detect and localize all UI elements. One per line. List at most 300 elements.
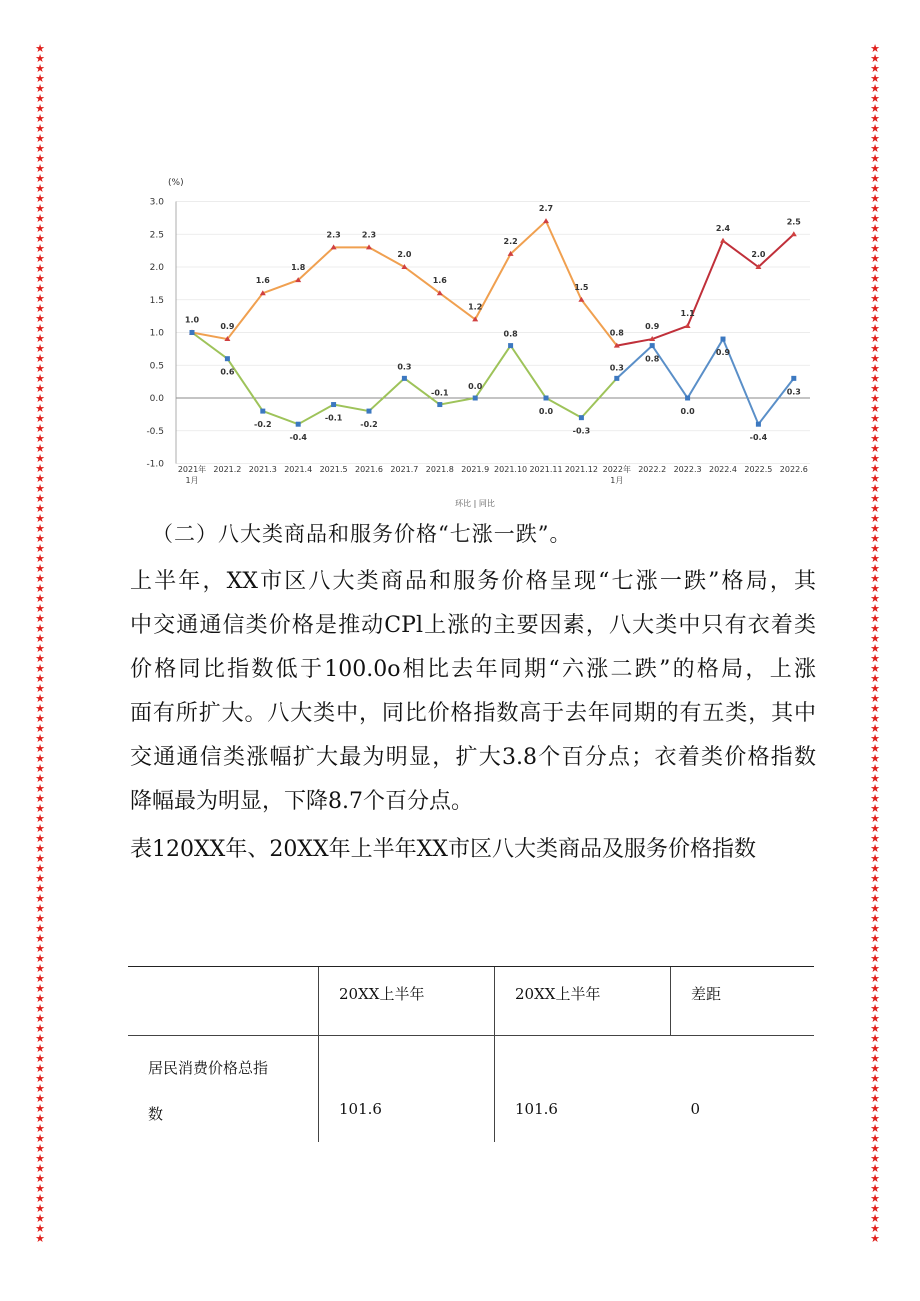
- border-star-icon: ★: [870, 1172, 880, 1185]
- border-star-icon: ★: [870, 1222, 880, 1235]
- x-tick-label: 2021.4: [284, 465, 313, 474]
- border-star-icon: ★: [870, 1232, 880, 1245]
- y-tick-label: -0.5: [146, 426, 164, 437]
- border-star-icon: ★: [35, 52, 45, 65]
- yoy-data-label: 2.4: [715, 223, 731, 233]
- x-tick-label: 1月: [610, 476, 624, 485]
- border-star-icon: ★: [870, 1102, 880, 1115]
- mom-point: [190, 330, 195, 335]
- yoy-data-label: 2.0: [751, 250, 766, 259]
- border-star-icon: ★: [35, 872, 45, 885]
- border-star-icon: ★: [870, 372, 880, 385]
- y-tick-label: 0.5: [149, 361, 164, 372]
- border-star-icon: ★: [35, 62, 45, 75]
- table-header-row: [128, 967, 814, 1036]
- yoy-data-label: 1.6: [255, 276, 270, 286]
- border-star-icon: ★: [870, 562, 880, 575]
- border-star-icon: ★: [870, 982, 880, 995]
- border-star-icon: ★: [870, 732, 880, 745]
- yoy-data-label: 0.9: [645, 322, 660, 332]
- border-star-icon: ★: [35, 682, 45, 695]
- border-star-icon: ★: [870, 692, 880, 705]
- border-star-icon: ★: [870, 192, 880, 205]
- border-star-icon: ★: [35, 502, 45, 515]
- border-star-icon: ★: [870, 142, 880, 155]
- mom-data-label: 0.6: [220, 367, 235, 377]
- border-star-icon: ★: [870, 672, 880, 685]
- yoy-point: [685, 323, 691, 328]
- border-star-icon: ★: [35, 922, 45, 935]
- left-star-border: [33, 44, 47, 1256]
- y-tick-label: 1.0: [149, 328, 164, 339]
- border-star-icon: ★: [870, 792, 880, 805]
- border-star-icon: ★: [35, 332, 45, 345]
- border-star-icon: ★: [35, 182, 45, 195]
- yoy-data-label: 1.2: [468, 302, 483, 312]
- border-star-icon: ★: [35, 1102, 45, 1115]
- row-value-diff: [671, 1036, 815, 1143]
- border-star-icon: ★: [870, 492, 880, 505]
- border-star-icon: ★: [870, 612, 880, 625]
- border-star-icon: ★: [35, 802, 45, 815]
- border-star-icon: ★: [870, 542, 880, 555]
- yoy-data-label: 2.7: [538, 204, 554, 214]
- border-star-icon: ★: [35, 782, 45, 795]
- border-star-icon: ★: [870, 402, 880, 415]
- border-star-icon: ★: [870, 742, 880, 755]
- border-star-icon: ★: [35, 622, 45, 635]
- border-star-icon: ★: [35, 1082, 45, 1095]
- border-star-icon: ★: [35, 302, 45, 315]
- border-star-icon: ★: [35, 1092, 45, 1105]
- x-tick-label: 2022.4: [709, 465, 737, 474]
- border-star-icon: ★: [870, 472, 880, 485]
- border-star-icon: ★: [35, 982, 45, 995]
- border-star-icon: ★: [35, 372, 45, 385]
- x-tick-label: 2022.5: [744, 465, 773, 474]
- border-star-icon: ★: [35, 952, 45, 965]
- border-star-icon: ★: [35, 862, 45, 875]
- mom-point: [614, 376, 619, 381]
- border-star-icon: ★: [35, 522, 45, 535]
- border-star-icon: ★: [870, 1192, 880, 1205]
- border-star-icon: ★: [870, 462, 880, 475]
- border-star-icon: ★: [35, 722, 45, 735]
- border-star-icon: ★: [870, 972, 880, 985]
- border-star-icon: ★: [35, 172, 45, 185]
- border-star-icon: ★: [870, 322, 880, 335]
- border-star-icon: ★: [870, 102, 880, 115]
- border-star-icon: ★: [870, 762, 880, 775]
- border-star-icon: ★: [870, 872, 880, 885]
- mom-data-label: -0.2: [360, 420, 378, 430]
- border-star-icon: ★: [35, 1122, 45, 1135]
- border-star-icon: ★: [35, 102, 45, 115]
- mom-data-label: 0.0: [680, 407, 695, 416]
- border-star-icon: ★: [870, 72, 880, 85]
- header-cell-diff: 差距: [671, 967, 815, 1036]
- border-star-icon: ★: [35, 652, 45, 665]
- border-star-icon: ★: [870, 302, 880, 315]
- y-tick-label: 3.0: [149, 197, 164, 208]
- border-star-icon: ★: [870, 812, 880, 825]
- border-star-icon: ★: [870, 952, 880, 965]
- mom-point: [331, 402, 336, 407]
- border-star-icon: ★: [870, 592, 880, 605]
- border-star-icon: ★: [870, 902, 880, 915]
- y-tick-label: 0.0: [149, 394, 164, 404]
- mom-point: [791, 376, 796, 381]
- border-star-icon: ★: [35, 972, 45, 985]
- border-star-icon: ★: [870, 452, 880, 465]
- border-star-icon: ★: [35, 1182, 45, 1195]
- border-star-icon: ★: [35, 1212, 45, 1225]
- x-tick-label: 2021.3: [248, 465, 277, 474]
- mom-data-label: -0.3: [572, 426, 591, 436]
- border-star-icon: ★: [35, 1052, 45, 1065]
- mom-point: [367, 409, 372, 414]
- row-value-curr: [495, 1036, 671, 1143]
- yoy-data-label: 2.0: [397, 250, 412, 259]
- border-star-icon: ★: [35, 1032, 45, 1045]
- border-star-icon: ★: [35, 1112, 45, 1125]
- border-star-icon: ★: [870, 702, 880, 715]
- border-star-icon: ★: [35, 1012, 45, 1025]
- mom-data-label: 0.8: [645, 354, 660, 364]
- border-star-icon: ★: [35, 342, 45, 355]
- x-tick-label: 1月: [185, 476, 199, 485]
- border-star-icon: ★: [35, 142, 45, 155]
- paragraph-line: 面有所扩大。八大类中，同比价格指数高于去年同期的有五类，其中: [130, 701, 816, 726]
- border-star-icon: ★: [870, 422, 880, 435]
- yoy-data-label: 0.9: [220, 322, 235, 332]
- border-star-icon: ★: [870, 392, 880, 405]
- border-star-icon: ★: [35, 542, 45, 555]
- y-tick-label: 2.5: [149, 230, 164, 241]
- border-star-icon: ★: [870, 332, 880, 345]
- border-star-icon: ★: [35, 402, 45, 415]
- border-star-icon: ★: [870, 1132, 880, 1145]
- border-star-icon: ★: [35, 702, 45, 715]
- border-star-icon: ★: [35, 362, 45, 375]
- border-star-icon: ★: [870, 752, 880, 765]
- border-star-icon: ★: [35, 672, 45, 685]
- border-star-icon: ★: [870, 242, 880, 255]
- border-star-icon: ★: [35, 202, 45, 215]
- yoy-data-label: 2.3: [361, 230, 377, 240]
- border-star-icon: ★: [870, 712, 880, 725]
- border-star-icon: ★: [35, 312, 45, 325]
- border-star-icon: ★: [35, 422, 45, 435]
- border-star-icon: ★: [35, 232, 45, 245]
- border-star-icon: ★: [870, 432, 880, 445]
- border-star-icon: ★: [35, 792, 45, 805]
- border-star-icon: ★: [35, 242, 45, 255]
- cell-value: 101.6: [339, 1100, 382, 1118]
- mom-point: [544, 396, 549, 401]
- border-star-icon: ★: [35, 932, 45, 945]
- border-star-icon: ★: [35, 492, 45, 505]
- border-star-icon: ★: [35, 592, 45, 605]
- border-star-icon: ★: [35, 92, 45, 105]
- border-star-icon: ★: [870, 942, 880, 955]
- paragraph-line: 价格同比指数低于100.0o相比去年同期“六涨二跌”的格局，上涨: [130, 657, 816, 682]
- header-cell-curr: 20XX上半年: [495, 967, 671, 1036]
- border-star-icon: ★: [870, 962, 880, 975]
- border-star-icon: ★: [870, 362, 880, 375]
- y-axis-unit-label: (%): [168, 178, 184, 188]
- mom-point: [721, 337, 726, 342]
- border-star-icon: ★: [870, 992, 880, 1005]
- border-star-icon: ★: [35, 852, 45, 865]
- border-star-icon: ★: [35, 412, 45, 425]
- mom-data-label: -0.1: [324, 413, 343, 423]
- border-star-icon: ★: [870, 662, 880, 675]
- y-tick-label: -1.0: [146, 459, 164, 470]
- mom-data-label: -0.1: [431, 388, 449, 398]
- border-star-icon: ★: [35, 462, 45, 475]
- yoy-data-label: 1.1: [680, 308, 695, 318]
- border-star-icon: ★: [870, 92, 880, 105]
- border-star-icon: ★: [870, 312, 880, 325]
- border-star-icon: ★: [870, 1012, 880, 1025]
- border-star-icon: ★: [870, 412, 880, 425]
- border-star-icon: ★: [35, 252, 45, 265]
- border-star-icon: ★: [35, 44, 45, 55]
- border-star-icon: ★: [35, 712, 45, 725]
- paragraph-line: 交通通信类涨幅扩大最为明显，扩大3.8个百分点；衣着类价格指数: [130, 745, 816, 770]
- paragraph-line: 中交通通信类价格是推动CPl上涨的主要因素，八大类中只有衣着类: [130, 613, 816, 638]
- border-star-icon: ★: [870, 132, 880, 145]
- border-star-icon: ★: [35, 742, 45, 755]
- border-star-icon: ★: [35, 662, 45, 675]
- border-star-icon: ★: [35, 162, 45, 175]
- mom-data-label: 0.0: [468, 382, 483, 391]
- chart-legend: 环比 | 同比: [455, 499, 495, 508]
- border-star-icon: ★: [870, 172, 880, 185]
- border-star-icon: ★: [35, 1152, 45, 1165]
- border-star-icon: ★: [870, 44, 880, 55]
- border-star-icon: ★: [870, 212, 880, 225]
- border-star-icon: ★: [870, 1162, 880, 1175]
- border-star-icon: ★: [35, 82, 45, 95]
- cpi-line-chart: [130, 172, 810, 512]
- border-star-icon: ★: [870, 342, 880, 355]
- border-star-icon: ★: [35, 282, 45, 295]
- border-star-icon: ★: [870, 1142, 880, 1155]
- mom-point: [685, 396, 690, 401]
- border-star-icon: ★: [870, 602, 880, 615]
- border-star-icon: ★: [870, 832, 880, 845]
- row-value-prev: [319, 1036, 495, 1143]
- border-star-icon: ★: [870, 922, 880, 935]
- border-star-icon: ★: [35, 212, 45, 225]
- border-star-icon: ★: [35, 1162, 45, 1175]
- row-label-line2: 数: [148, 1105, 164, 1123]
- border-star-icon: ★: [870, 442, 880, 455]
- border-star-icon: ★: [870, 352, 880, 365]
- border-star-icon: ★: [870, 202, 880, 215]
- border-star-icon: ★: [870, 852, 880, 865]
- border-star-icon: ★: [870, 152, 880, 165]
- border-star-icon: ★: [35, 262, 45, 275]
- border-star-icon: ★: [870, 502, 880, 515]
- yoy-data-label: 1.8: [291, 263, 306, 273]
- border-star-icon: ★: [35, 642, 45, 655]
- border-star-icon: ★: [870, 1002, 880, 1015]
- border-star-icon: ★: [35, 732, 45, 745]
- border-star-icon: ★: [35, 602, 45, 615]
- yoy-point: [791, 231, 797, 236]
- border-star-icon: ★: [35, 1192, 45, 1205]
- x-tick-label: 2021年: [177, 465, 207, 474]
- border-star-icon: ★: [870, 582, 880, 595]
- border-star-icon: ★: [870, 272, 880, 285]
- x-tick-label: 2021.2: [213, 465, 242, 474]
- border-star-icon: ★: [35, 122, 45, 135]
- header-cell-prev: 20XX上半年: [319, 967, 495, 1036]
- border-star-icon: ★: [35, 942, 45, 955]
- border-star-icon: ★: [870, 572, 880, 585]
- border-star-icon: ★: [35, 132, 45, 145]
- border-star-icon: ★: [870, 642, 880, 655]
- cell-value: 0: [690, 1100, 701, 1118]
- header-cell-empty: [128, 967, 319, 1036]
- yoy-point: [543, 218, 549, 223]
- border-star-icon: ★: [35, 1222, 45, 1235]
- x-tick-label: 2021.8: [425, 465, 454, 474]
- border-star-icon: ★: [35, 1002, 45, 1015]
- border-star-icon: ★: [35, 1132, 45, 1145]
- yoy-data-label: 2.2: [503, 236, 518, 246]
- border-star-icon: ★: [870, 82, 880, 95]
- border-star-icon: ★: [870, 552, 880, 565]
- border-star-icon: ★: [870, 122, 880, 135]
- border-star-icon: ★: [35, 1062, 45, 1075]
- border-star-icon: ★: [35, 112, 45, 125]
- border-star-icon: ★: [870, 772, 880, 785]
- border-star-icon: ★: [870, 1202, 880, 1215]
- border-star-icon: ★: [35, 812, 45, 825]
- y-tick-label: 2.0: [149, 263, 164, 273]
- row-label-line1: 居民消费价格总指: [148, 1059, 269, 1077]
- border-star-icon: ★: [870, 222, 880, 235]
- border-star-icon: ★: [870, 802, 880, 815]
- border-star-icon: ★: [35, 582, 45, 595]
- yoy-line-2022: [617, 234, 794, 345]
- border-star-icon: ★: [870, 1052, 880, 1065]
- border-star-icon: ★: [35, 1202, 45, 1215]
- border-star-icon: ★: [870, 1042, 880, 1055]
- yoy-data-label: 2.5: [786, 217, 801, 227]
- border-star-icon: ★: [35, 1022, 45, 1035]
- chart-svg: [130, 172, 810, 512]
- border-star-icon: ★: [870, 782, 880, 795]
- border-star-icon: ★: [870, 862, 880, 875]
- border-star-icon: ★: [870, 632, 880, 645]
- border-star-icon: ★: [870, 512, 880, 525]
- row-label-cell: [128, 1036, 319, 1143]
- mom-point: [579, 415, 584, 420]
- price-index-table: [128, 966, 814, 1142]
- yoy-data-label: 1.5: [574, 282, 589, 292]
- border-star-icon: ★: [35, 692, 45, 705]
- border-star-icon: ★: [35, 392, 45, 405]
- border-star-icon: ★: [870, 882, 880, 895]
- border-star-icon: ★: [870, 652, 880, 665]
- border-star-icon: ★: [35, 322, 45, 335]
- border-star-icon: ★: [35, 272, 45, 285]
- border-star-icon: ★: [35, 1142, 45, 1155]
- paragraph-line: 降幅最为明显，下降8.7个百分点。: [130, 789, 473, 814]
- x-tick-label: 2021.10: [494, 465, 528, 474]
- border-star-icon: ★: [870, 62, 880, 75]
- mom-data-label: -0.2: [254, 420, 272, 430]
- border-star-icon: ★: [35, 762, 45, 775]
- border-star-icon: ★: [870, 822, 880, 835]
- border-star-icon: ★: [35, 912, 45, 925]
- border-star-icon: ★: [870, 892, 880, 905]
- mom-data-label: 0.3: [786, 387, 801, 397]
- border-star-icon: ★: [870, 532, 880, 545]
- border-star-icon: ★: [35, 882, 45, 895]
- border-star-icon: ★: [35, 152, 45, 165]
- mom-point: [225, 356, 230, 361]
- border-star-icon: ★: [35, 1042, 45, 1055]
- border-star-icon: ★: [870, 52, 880, 65]
- border-star-icon: ★: [870, 1212, 880, 1225]
- border-star-icon: ★: [870, 232, 880, 245]
- mom-point: [756, 422, 761, 427]
- x-tick-label: 2021.12: [564, 465, 598, 474]
- mom-data-label: 0.3: [397, 362, 412, 372]
- border-star-icon: ★: [35, 72, 45, 85]
- border-star-icon: ★: [870, 292, 880, 305]
- mom-line-2022: [617, 339, 794, 424]
- mom-point: [650, 343, 655, 348]
- border-star-icon: ★: [870, 482, 880, 495]
- border-star-icon: ★: [35, 892, 45, 905]
- border-star-icon: ★: [870, 1112, 880, 1125]
- mom-data-label: -0.4: [289, 433, 307, 443]
- border-star-icon: ★: [870, 842, 880, 855]
- border-star-icon: ★: [870, 1032, 880, 1045]
- x-tick-label: 2021.11: [529, 465, 563, 474]
- border-star-icon: ★: [870, 1072, 880, 1085]
- border-star-icon: ★: [35, 842, 45, 855]
- border-star-icon: ★: [870, 912, 880, 925]
- mom-data-label: 0.8: [503, 329, 518, 339]
- border-star-icon: ★: [35, 472, 45, 485]
- border-star-icon: ★: [35, 902, 45, 915]
- border-star-icon: ★: [35, 552, 45, 565]
- border-star-icon: ★: [35, 532, 45, 545]
- mom-data-label: 0.3: [609, 363, 624, 373]
- border-star-icon: ★: [870, 262, 880, 275]
- border-star-icon: ★: [35, 482, 45, 495]
- mom-point: [473, 396, 478, 401]
- x-tick-label: 2021.7: [390, 465, 419, 474]
- border-star-icon: ★: [35, 192, 45, 205]
- border-star-icon: ★: [870, 722, 880, 735]
- yoy-data-label: 1.6: [432, 276, 447, 286]
- border-star-icon: ★: [35, 962, 45, 975]
- table-caption: 表120XX年、20XX年上半年XX市区八大类商品及服务价格指数: [130, 837, 756, 862]
- x-tick-label: 2021.5: [319, 465, 348, 474]
- border-star-icon: ★: [35, 572, 45, 585]
- border-star-icon: ★: [35, 632, 45, 645]
- border-star-icon: ★: [35, 292, 45, 305]
